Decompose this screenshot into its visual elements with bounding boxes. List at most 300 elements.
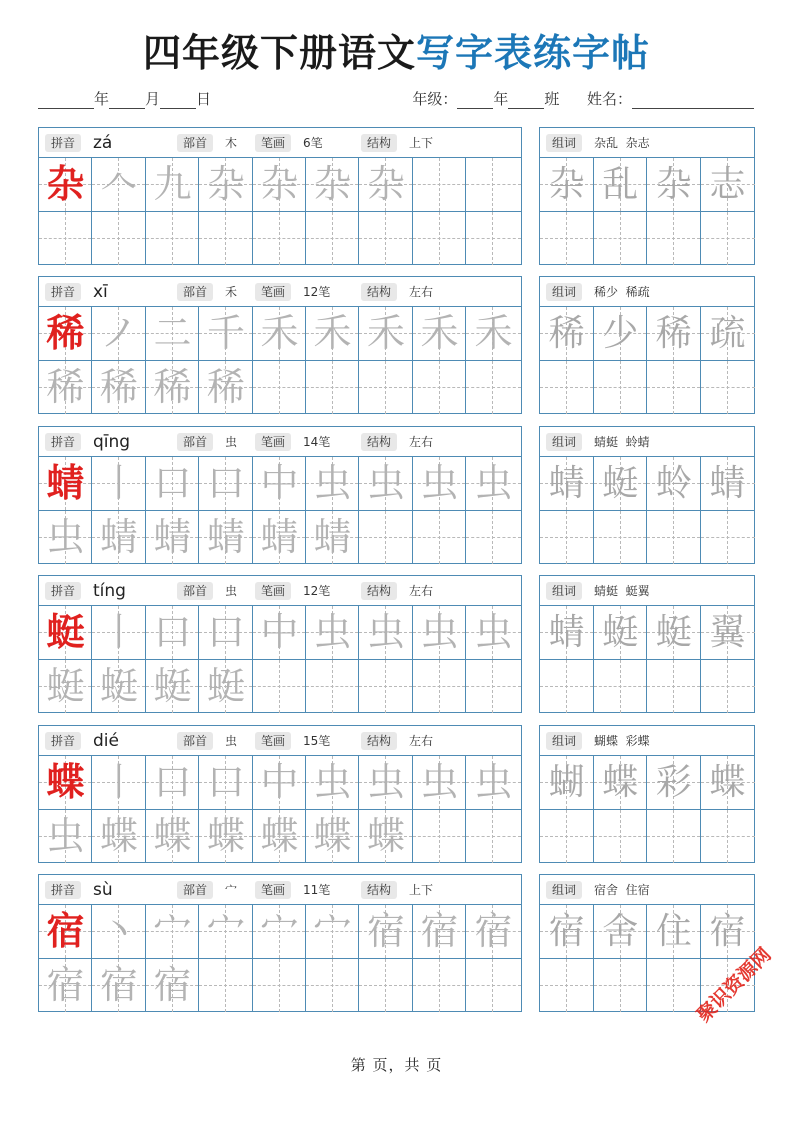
practice-cell[interactable] bbox=[359, 212, 413, 265]
practice-cell[interactable] bbox=[466, 511, 521, 564]
word-character: 住 bbox=[655, 911, 692, 952]
words-value: 蜻蜓 蜓翼 bbox=[594, 584, 650, 598]
watermark: 聚识资源网 bbox=[692, 943, 776, 1027]
practice-cell[interactable] bbox=[306, 307, 359, 360]
word-cell[interactable] bbox=[647, 158, 701, 211]
practice-cell[interactable] bbox=[413, 511, 466, 564]
practice-cell[interactable] bbox=[413, 361, 466, 414]
word-practice-box bbox=[539, 426, 755, 564]
practice-cell[interactable] bbox=[359, 959, 413, 1012]
stroke-order-character: 虫 bbox=[420, 610, 459, 654]
stroke-order-character: 口 bbox=[206, 610, 245, 654]
stroke-order-character: 宀 bbox=[153, 909, 192, 953]
word-cell[interactable] bbox=[647, 810, 701, 863]
word-cell[interactable] bbox=[701, 606, 755, 659]
practice-cell[interactable] bbox=[39, 606, 92, 659]
practice-cell[interactable] bbox=[146, 905, 199, 958]
stroke-order-character: 宿 bbox=[99, 963, 138, 1007]
stroke-order-character: 九 bbox=[153, 162, 192, 206]
practice-cell[interactable] bbox=[306, 457, 359, 510]
words-tag: 组词 bbox=[546, 283, 582, 301]
day-blank[interactable] bbox=[160, 92, 196, 109]
practice-cell[interactable] bbox=[146, 511, 199, 564]
stroke-order-character: 蜻 bbox=[260, 515, 299, 559]
structure-tag: 结构 bbox=[361, 582, 397, 600]
stroke-order-character: 虫 bbox=[46, 515, 85, 559]
practice-cell[interactable] bbox=[39, 959, 92, 1012]
row-divider bbox=[540, 659, 754, 660]
practice-cell[interactable] bbox=[413, 959, 466, 1012]
stroke-order-character: 宀 bbox=[313, 909, 352, 953]
practice-cell[interactable] bbox=[359, 158, 413, 211]
practice-cell[interactable] bbox=[306, 660, 359, 713]
practice-cell[interactable] bbox=[146, 457, 199, 510]
class-blank[interactable] bbox=[508, 92, 544, 109]
pinyin-tag: 拼音 bbox=[45, 134, 81, 152]
practice-cell[interactable] bbox=[39, 361, 92, 414]
practice-cell[interactable] bbox=[39, 307, 92, 360]
practice-block bbox=[0, 874, 793, 1014]
practice-cell[interactable] bbox=[199, 307, 253, 360]
word-cell[interactable] bbox=[701, 457, 755, 510]
radical-tag: 部首 bbox=[177, 582, 213, 600]
word-cell[interactable] bbox=[701, 307, 755, 360]
structure-value: 左右 bbox=[409, 734, 434, 748]
practice-block bbox=[0, 127, 793, 267]
stroke-order-character: 虫 bbox=[313, 760, 352, 804]
grade-label: 年级： bbox=[412, 90, 458, 108]
practice-cell[interactable] bbox=[92, 959, 146, 1012]
practice-cell[interactable] bbox=[359, 606, 413, 659]
word-practice-box bbox=[539, 575, 755, 713]
practice-cell[interactable] bbox=[199, 959, 253, 1012]
practice-cell[interactable] bbox=[466, 606, 521, 659]
name-blank[interactable] bbox=[632, 92, 754, 109]
header-info bbox=[38, 88, 754, 114]
stroke-order-character: 稀 bbox=[206, 365, 245, 409]
stroke-order-character: 蜓 bbox=[46, 664, 85, 708]
practice-cell[interactable] bbox=[413, 606, 466, 659]
practice-cell[interactable] bbox=[466, 810, 521, 863]
student-fields bbox=[412, 88, 754, 109]
stroke-order-character: 中 bbox=[260, 461, 299, 505]
practice-cell[interactable] bbox=[413, 457, 466, 510]
practice-cell[interactable] bbox=[359, 810, 413, 863]
stroke-order-character: 虫 bbox=[474, 461, 513, 505]
word-cell[interactable] bbox=[540, 511, 594, 564]
word-cell[interactable] bbox=[594, 905, 648, 958]
word-character: 蜓 bbox=[655, 612, 692, 653]
practice-cell[interactable] bbox=[466, 158, 521, 211]
practice-cell[interactable] bbox=[39, 511, 92, 564]
words-tag: 组词 bbox=[546, 433, 582, 451]
practice-cell[interactable] bbox=[199, 606, 253, 659]
practice-cell[interactable] bbox=[146, 810, 199, 863]
radical-tag: 部首 bbox=[177, 732, 213, 750]
practice-cell[interactable] bbox=[359, 756, 413, 809]
stroke-order-character: 丨 bbox=[99, 760, 138, 804]
character-info-bar bbox=[39, 726, 521, 756]
stroke-order-character: 丨 bbox=[99, 461, 138, 505]
practice-cell[interactable] bbox=[359, 307, 413, 360]
practice-cell[interactable] bbox=[199, 511, 253, 564]
practice-cell[interactable] bbox=[253, 511, 306, 564]
structure-tag: 结构 bbox=[361, 134, 397, 152]
title-part2: 写字表练字帖 bbox=[416, 31, 651, 75]
strokes-tag: 笔画 bbox=[255, 283, 291, 301]
practice-cell[interactable] bbox=[199, 457, 253, 510]
practice-cell[interactable] bbox=[92, 660, 146, 713]
model-character: 蜻 bbox=[46, 461, 85, 505]
word-cell[interactable] bbox=[647, 457, 701, 510]
practice-cell[interactable] bbox=[92, 361, 146, 414]
model-character: 蝶 bbox=[46, 760, 85, 804]
stroke-order-character: 蝶 bbox=[153, 814, 192, 858]
model-character: 蜓 bbox=[46, 610, 85, 654]
stroke-order-character: 宀 bbox=[260, 909, 299, 953]
word-info-bar bbox=[540, 277, 754, 307]
word-cell[interactable] bbox=[540, 905, 594, 958]
word-cell[interactable] bbox=[647, 756, 701, 809]
words-value: 稀少 稀疏 bbox=[594, 285, 650, 299]
pinyin-value: zá bbox=[93, 133, 113, 153]
word-character: 疏 bbox=[709, 313, 746, 354]
practice-cell[interactable] bbox=[306, 361, 359, 414]
row-divider bbox=[540, 510, 754, 511]
practice-cell[interactable] bbox=[146, 307, 199, 360]
practice-block bbox=[0, 575, 793, 715]
practice-cell[interactable] bbox=[39, 810, 92, 863]
radical-value: 禾 bbox=[225, 285, 238, 299]
practice-cell[interactable] bbox=[466, 457, 521, 510]
stroke-order-character: 虫 bbox=[420, 461, 459, 505]
practice-cell[interactable] bbox=[466, 959, 521, 1012]
practice-cell[interactable] bbox=[306, 905, 359, 958]
structure-value: 上下 bbox=[409, 136, 434, 150]
word-cell[interactable] bbox=[701, 158, 755, 211]
practice-cell[interactable] bbox=[413, 756, 466, 809]
word-cell[interactable] bbox=[701, 756, 755, 809]
stroke-order-character: 口 bbox=[153, 461, 192, 505]
practice-cell[interactable] bbox=[92, 756, 146, 809]
practice-cell[interactable] bbox=[253, 361, 306, 414]
practice-cell[interactable] bbox=[253, 756, 306, 809]
stroke-order-character: 虫 bbox=[46, 814, 85, 858]
row-divider bbox=[540, 958, 754, 959]
word-cell[interactable] bbox=[647, 212, 701, 265]
structure-tag: 结构 bbox=[361, 732, 397, 750]
pinyin-value: dié bbox=[93, 731, 119, 751]
practice-cell[interactable] bbox=[306, 606, 359, 659]
word-cell[interactable] bbox=[647, 660, 701, 713]
day-label: 日 bbox=[196, 90, 212, 108]
practice-cell[interactable] bbox=[253, 660, 306, 713]
practice-cell[interactable] bbox=[199, 810, 253, 863]
grade-year-label: 年 bbox=[493, 90, 509, 108]
word-character: 蜻 bbox=[709, 463, 746, 504]
words-tag: 组词 bbox=[546, 732, 582, 750]
words-tag: 组词 bbox=[546, 881, 582, 899]
word-cell[interactable] bbox=[594, 660, 648, 713]
practice-cell[interactable] bbox=[39, 158, 92, 211]
practice-cell[interactable] bbox=[39, 905, 92, 958]
word-cell[interactable] bbox=[594, 212, 648, 265]
practice-cell[interactable] bbox=[413, 810, 466, 863]
practice-cell[interactable] bbox=[199, 361, 253, 414]
word-cell[interactable] bbox=[540, 457, 594, 510]
stroke-order-character: 虫 bbox=[366, 760, 405, 804]
practice-cell[interactable] bbox=[413, 660, 466, 713]
practice-cell[interactable] bbox=[466, 307, 521, 360]
character-practice-box bbox=[38, 127, 522, 265]
practice-cell[interactable] bbox=[253, 606, 306, 659]
practice-cell[interactable] bbox=[359, 905, 413, 958]
practice-cell[interactable] bbox=[146, 756, 199, 809]
stroke-order-character: 蜻 bbox=[99, 515, 138, 559]
pinyin-value: tíng bbox=[93, 581, 126, 601]
practice-cell[interactable] bbox=[199, 212, 253, 265]
stroke-order-character: 蝶 bbox=[260, 814, 299, 858]
practice-cell[interactable] bbox=[306, 212, 359, 265]
row-divider bbox=[540, 809, 754, 810]
stroke-order-character: 蝶 bbox=[99, 814, 138, 858]
practice-cell[interactable] bbox=[359, 361, 413, 414]
stroke-order-character: 宿 bbox=[366, 909, 405, 953]
word-cell[interactable] bbox=[647, 307, 701, 360]
word-character: 宿 bbox=[548, 911, 585, 952]
word-cell[interactable] bbox=[540, 212, 594, 265]
practice-cell[interactable] bbox=[39, 457, 92, 510]
stroke-order-character: 蜻 bbox=[206, 515, 245, 559]
strokes-value: 14笔 bbox=[303, 435, 331, 449]
practice-cell[interactable] bbox=[253, 212, 306, 265]
practice-cell[interactable] bbox=[253, 959, 306, 1012]
word-character: 蝶 bbox=[709, 762, 746, 803]
word-character: 蜓 bbox=[602, 463, 639, 504]
class-label: 班 bbox=[544, 90, 560, 108]
words-value: 宿舍 住宿 bbox=[594, 883, 650, 897]
practice-cell[interactable] bbox=[199, 660, 253, 713]
word-cell[interactable] bbox=[701, 511, 755, 564]
stroke-order-character: 蜓 bbox=[99, 664, 138, 708]
practice-cell[interactable] bbox=[92, 212, 146, 265]
practice-cell[interactable] bbox=[199, 756, 253, 809]
character-practice-box bbox=[38, 874, 522, 1012]
word-cell[interactable] bbox=[594, 606, 648, 659]
word-cell[interactable] bbox=[594, 307, 648, 360]
word-cell[interactable] bbox=[594, 810, 648, 863]
word-character: 杂 bbox=[548, 164, 585, 205]
row-divider bbox=[540, 360, 754, 361]
word-cell[interactable] bbox=[647, 511, 701, 564]
word-practice-box bbox=[539, 725, 755, 863]
character-practice-box bbox=[38, 426, 522, 564]
practice-cell[interactable] bbox=[466, 361, 521, 414]
stroke-order-character: 口 bbox=[206, 760, 245, 804]
stroke-order-character: 禾 bbox=[260, 311, 299, 355]
word-cell[interactable] bbox=[540, 307, 594, 360]
stroke-order-character: 蝶 bbox=[313, 814, 352, 858]
practice-cell[interactable] bbox=[146, 361, 199, 414]
word-cell[interactable] bbox=[594, 511, 648, 564]
stroke-order-character: 蜻 bbox=[153, 515, 192, 559]
word-character: 舍 bbox=[602, 911, 639, 952]
practice-cell[interactable] bbox=[146, 606, 199, 659]
row-divider bbox=[39, 958, 521, 959]
practice-cell[interactable] bbox=[39, 660, 92, 713]
practice-cell[interactable] bbox=[306, 959, 359, 1012]
character-info-bar bbox=[39, 277, 521, 307]
practice-cell[interactable] bbox=[92, 307, 146, 360]
practice-cell[interactable] bbox=[306, 158, 359, 211]
practice-cell[interactable] bbox=[359, 660, 413, 713]
stroke-order-character: 宿 bbox=[420, 909, 459, 953]
practice-cell[interactable] bbox=[39, 212, 92, 265]
model-character: 杂 bbox=[46, 162, 85, 206]
stroke-order-character: 禾 bbox=[420, 311, 459, 355]
character-practice-box bbox=[38, 575, 522, 713]
strokes-value: 12笔 bbox=[303, 285, 331, 299]
structure-value: 左右 bbox=[409, 285, 434, 299]
practice-cell[interactable] bbox=[413, 158, 466, 211]
practice-cell[interactable] bbox=[253, 905, 306, 958]
practice-cell[interactable] bbox=[146, 959, 199, 1012]
word-cell[interactable] bbox=[647, 361, 701, 414]
word-cell[interactable] bbox=[540, 158, 594, 211]
radical-value: 虫 bbox=[225, 584, 238, 598]
title-part1: 四年级下册语文 bbox=[142, 31, 416, 75]
word-character: 稀 bbox=[548, 313, 585, 354]
practice-cell[interactable] bbox=[466, 660, 521, 713]
word-info-bar bbox=[540, 875, 754, 905]
radical-value: 木 bbox=[225, 136, 238, 150]
practice-cell[interactable] bbox=[253, 158, 306, 211]
grade-blank[interactable] bbox=[457, 92, 493, 109]
practice-cell[interactable] bbox=[466, 905, 521, 958]
practice-cell[interactable] bbox=[413, 905, 466, 958]
practice-cell[interactable] bbox=[306, 810, 359, 863]
practice-cell[interactable] bbox=[92, 457, 146, 510]
practice-cell[interactable] bbox=[466, 212, 521, 265]
stroke-order-character: ノ bbox=[99, 311, 138, 355]
practice-block bbox=[0, 725, 793, 865]
word-cell[interactable] bbox=[540, 810, 594, 863]
practice-cell[interactable] bbox=[253, 810, 306, 863]
strokes-tag: 笔画 bbox=[255, 582, 291, 600]
word-character: 蛉 bbox=[655, 463, 692, 504]
pinyin-tag: 拼音 bbox=[45, 283, 81, 301]
word-cell[interactable] bbox=[540, 660, 594, 713]
year-blank[interactable] bbox=[38, 92, 94, 109]
word-cell[interactable] bbox=[594, 158, 648, 211]
model-character: 稀 bbox=[46, 311, 85, 355]
word-character: 蝴 bbox=[548, 762, 585, 803]
word-info-bar bbox=[540, 726, 754, 756]
practice-cell[interactable] bbox=[92, 810, 146, 863]
practice-cell[interactable] bbox=[306, 511, 359, 564]
practice-cell[interactable] bbox=[39, 756, 92, 809]
word-cell[interactable] bbox=[540, 959, 594, 1012]
character-info-bar bbox=[39, 875, 521, 905]
stroke-order-character: 虫 bbox=[474, 610, 513, 654]
practice-cell[interactable] bbox=[253, 457, 306, 510]
practice-cell[interactable] bbox=[92, 606, 146, 659]
word-cell[interactable] bbox=[594, 959, 648, 1012]
word-practice-box bbox=[539, 276, 755, 414]
stroke-order-character: 蜓 bbox=[206, 664, 245, 708]
stroke-order-character: 宿 bbox=[46, 963, 85, 1007]
strokes-tag: 笔画 bbox=[255, 881, 291, 899]
structure-tag: 结构 bbox=[361, 283, 397, 301]
word-cell[interactable] bbox=[701, 810, 755, 863]
practice-cell[interactable] bbox=[413, 307, 466, 360]
month-blank[interactable] bbox=[109, 92, 145, 109]
strokes-tag: 笔画 bbox=[255, 134, 291, 152]
word-cell[interactable] bbox=[701, 212, 755, 265]
practice-cell[interactable] bbox=[92, 905, 146, 958]
stroke-order-character: 稀 bbox=[46, 365, 85, 409]
word-practice-box bbox=[539, 127, 755, 265]
stroke-order-character: 口 bbox=[206, 461, 245, 505]
pinyin-tag: 拼音 bbox=[45, 582, 81, 600]
practice-cell[interactable] bbox=[253, 307, 306, 360]
practice-cell[interactable] bbox=[146, 212, 199, 265]
word-cell[interactable] bbox=[594, 756, 648, 809]
radical-tag: 部首 bbox=[177, 283, 213, 301]
word-cell[interactable] bbox=[540, 756, 594, 809]
stroke-order-character: 蜓 bbox=[153, 664, 192, 708]
pinyin-value: xī bbox=[93, 282, 108, 302]
character-info-bar bbox=[39, 427, 521, 457]
practice-cell[interactable] bbox=[92, 511, 146, 564]
practice-cell[interactable] bbox=[359, 457, 413, 510]
pinyin-value: qīng bbox=[93, 432, 131, 452]
stroke-order-character: 虫 bbox=[313, 461, 352, 505]
practice-cell[interactable] bbox=[466, 756, 521, 809]
stroke-order-character: 蝶 bbox=[206, 814, 245, 858]
practice-cell[interactable] bbox=[199, 158, 253, 211]
practice-cell[interactable] bbox=[306, 756, 359, 809]
word-cell[interactable] bbox=[701, 361, 755, 414]
word-character: 蜓 bbox=[602, 612, 639, 653]
practice-cell[interactable] bbox=[413, 212, 466, 265]
practice-cell[interactable] bbox=[146, 158, 199, 211]
pinyin-tag: 拼音 bbox=[45, 881, 81, 899]
stroke-order-character: 虫 bbox=[313, 610, 352, 654]
pinyin-tag: 拼音 bbox=[45, 433, 81, 451]
stroke-order-character: 虫 bbox=[474, 760, 513, 804]
word-cell[interactable] bbox=[647, 905, 701, 958]
practice-cell[interactable] bbox=[92, 158, 146, 211]
word-cell[interactable] bbox=[701, 660, 755, 713]
practice-cell[interactable] bbox=[359, 511, 413, 564]
year-label: 年 bbox=[94, 90, 110, 108]
word-character: 宿 bbox=[709, 911, 746, 952]
word-cell[interactable] bbox=[540, 606, 594, 659]
strokes-value: 11笔 bbox=[303, 883, 331, 897]
word-character: 杂 bbox=[655, 164, 692, 205]
practice-cell[interactable] bbox=[199, 905, 253, 958]
character-info-bar bbox=[39, 128, 521, 158]
radical-value: 虫 bbox=[225, 435, 238, 449]
word-cell[interactable] bbox=[594, 457, 648, 510]
word-cell[interactable] bbox=[594, 361, 648, 414]
practice-cell[interactable] bbox=[146, 660, 199, 713]
word-cell[interactable] bbox=[540, 361, 594, 414]
word-cell[interactable] bbox=[647, 606, 701, 659]
stroke-order-character: 虫 bbox=[366, 461, 405, 505]
stroke-order-character: 稀 bbox=[99, 365, 138, 409]
